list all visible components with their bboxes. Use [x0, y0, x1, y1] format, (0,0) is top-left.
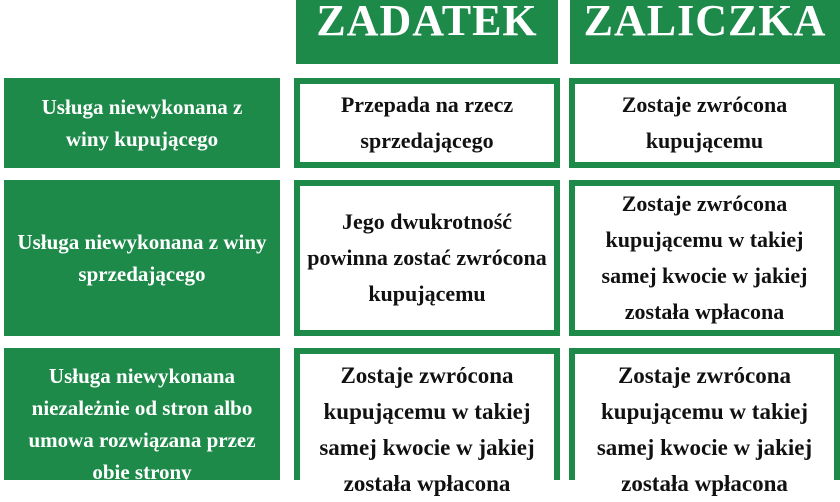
cell-zadatek-1-text: Przepada na rzecz sprzedającego	[340, 92, 514, 153]
row-label-1	[4, 78, 280, 168]
cell-zaliczka-3	[569, 348, 840, 496]
cell-zaliczka-1-text: Zostaje zwrócona kupującemu	[621, 92, 788, 153]
row-label-2	[4, 180, 280, 336]
cell-zadatek-3-text: Zostaje zwrócona kupującemu w takiej samej kwocie w jakiej została wpłacona	[319, 363, 535, 496]
row-label-3-text: Usługa niewykonana niezależnie od stron albo umowa rozwiązana przez obie strony	[28, 364, 256, 484]
row-label-1-text: Usługa niewykonana z winy kupującego	[41, 95, 243, 151]
cell-zadatek-3	[294, 348, 560, 496]
header-zaliczka	[570, 0, 840, 64]
header-zadatek-label: ZADATEK	[316, 0, 538, 45]
cell-zaliczka-1	[569, 78, 840, 168]
header-zadatek	[296, 0, 558, 64]
cell-zadatek-2-text: Jego dwukrotność powinna zostać zwrócona kupującemu	[307, 209, 547, 306]
row-label-2-text: Usługa niewykonana z winy sprzedającego	[17, 230, 267, 286]
row-label-3	[4, 348, 280, 484]
cell-zaliczka-3-text: Zostaje zwrócona kupującemu w takiej samej kwocie w jakiej została wpłacona	[596, 363, 813, 496]
header-zaliczka-label: ZALICZKA	[583, 0, 827, 45]
cell-zadatek-1	[294, 78, 560, 168]
cell-zadatek-2	[294, 180, 560, 336]
cell-zaliczka-2-text: Zostaje zwrócona kupującemu w takiej samej kwocie w jakiej została wpłacona	[601, 191, 808, 324]
cell-zaliczka-2	[569, 180, 840, 336]
